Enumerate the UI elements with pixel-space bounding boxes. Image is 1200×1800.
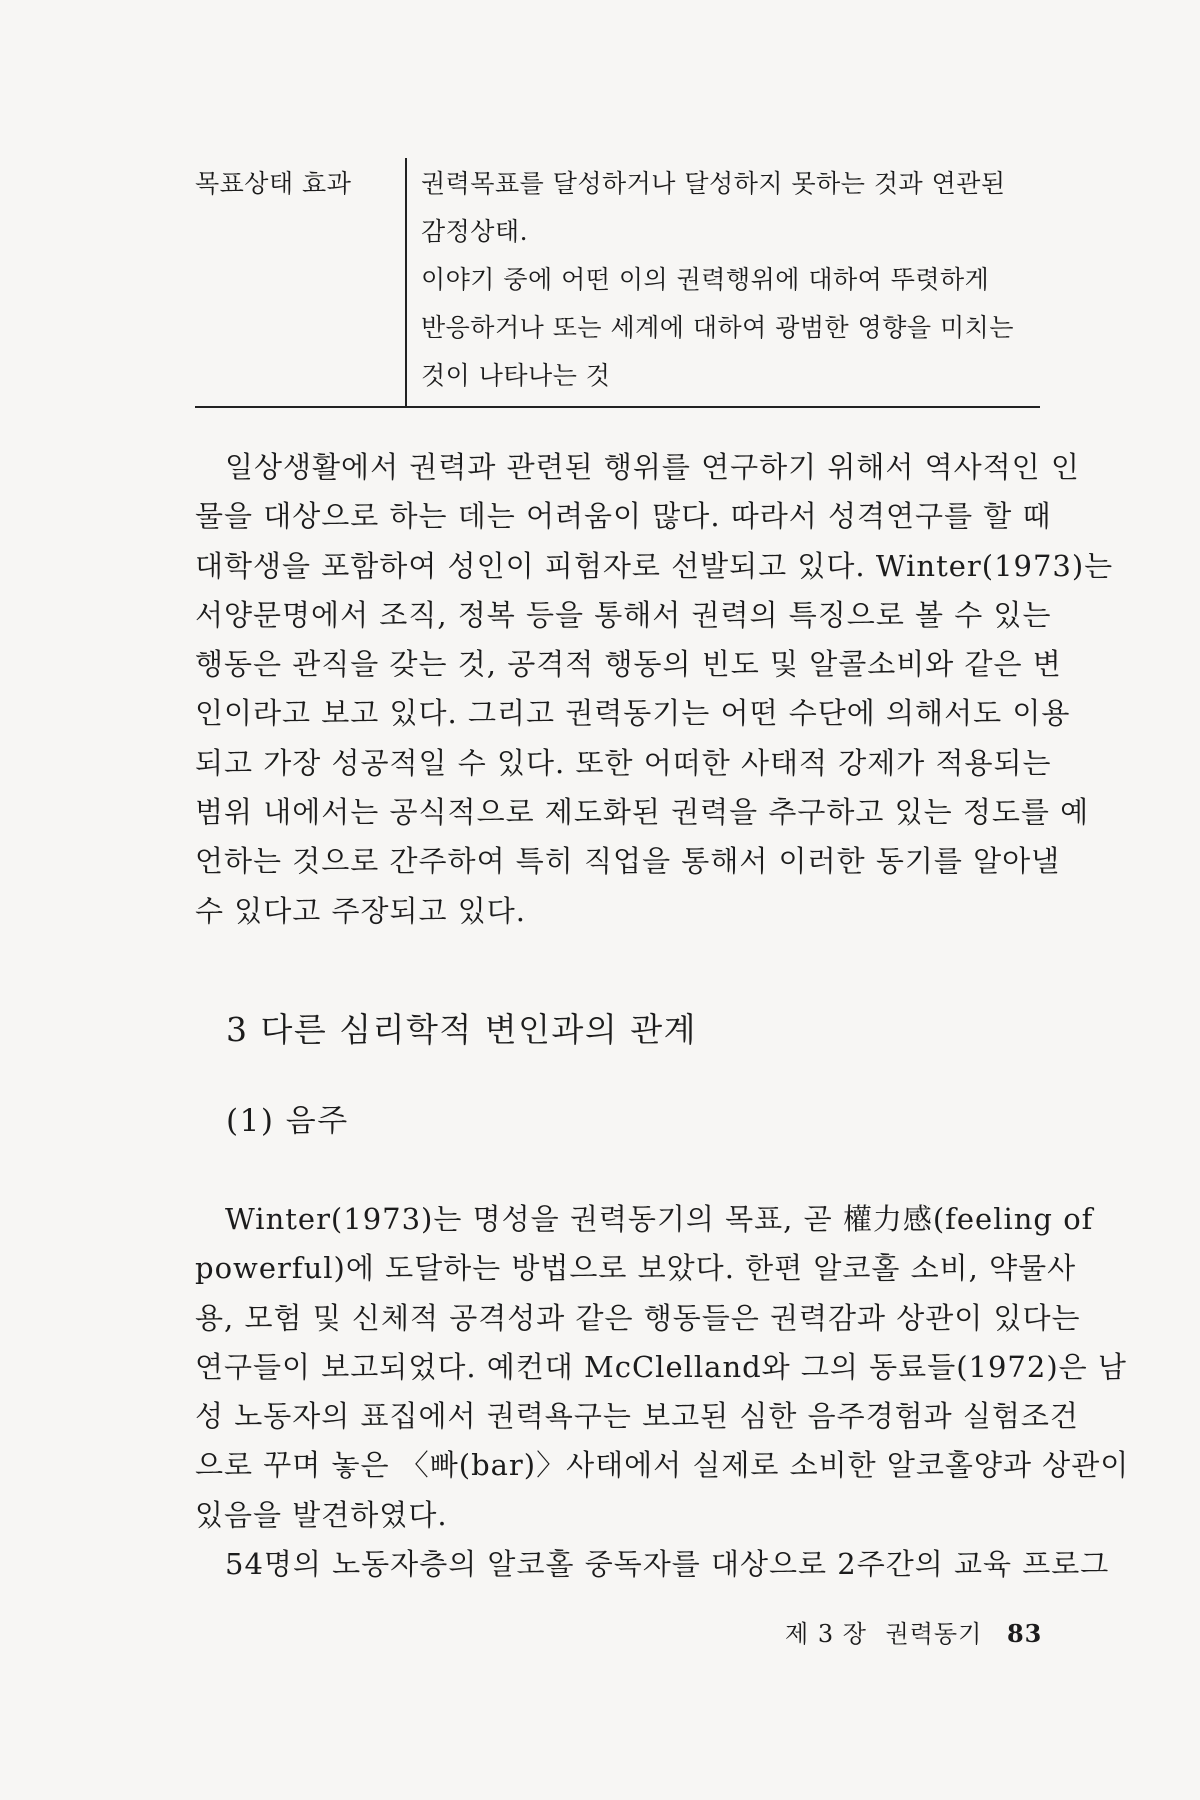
page-number: 83 xyxy=(1006,1619,1043,1648)
paragraph-line: 인이라고 보고 있다. 그리고 권력동기는 어떤 수단에 의해서도 이용 xyxy=(195,696,1071,731)
table-value-line: 반응하거나 또는 세계에 대하여 광범한 영향을 미치는 xyxy=(421,313,1014,342)
paragraph-alcoholics xyxy=(195,1540,1110,1589)
table-row xyxy=(195,158,1040,408)
footer-chapter: 제 3 장 xyxy=(785,1620,867,1648)
paragraph-line: 용, 모험 및 신체적 공격성과 같은 행동들은 권력감과 상관이 있다는 xyxy=(195,1300,1081,1335)
paragraph-line: 대학생을 포함하여 성인이 피험자로 선발되고 있다. Winter(1973)는 xyxy=(195,548,1114,583)
table-value-cell xyxy=(405,158,1040,406)
table-value-line: 권력목표를 달성하거나 달성하지 못하는 것과 연관된 xyxy=(421,169,1006,198)
paragraph-line: 범위 내에서는 공식적으로 제도화된 권력을 추구하고 있는 정도를 예 xyxy=(195,795,1090,830)
paragraph-line: 54명의 노동자층의 알코홀 중독자를 대상으로 2주간의 교육 프로그 xyxy=(225,1547,1110,1581)
table-key-cell: 목표상태 효과 xyxy=(195,169,352,198)
paragraph-line: 물을 대상으로 하는 데는 어려움이 많다. 따라서 성격연구를 할 때 xyxy=(195,499,1052,534)
paragraph-daily-life xyxy=(195,443,1114,936)
sub-heading: (1) 음주 xyxy=(226,1103,349,1139)
definition-table xyxy=(195,158,1040,408)
footer-title: 권력동기 xyxy=(885,1620,983,1648)
table-value-line: 이야기 중에 어떤 이의 권력행위에 대하여 뚜렷하게 xyxy=(421,265,990,294)
paragraph-line: 행동은 관직을 갖는 것, 공격적 행동의 빈도 및 알콜소비와 같은 변 xyxy=(195,647,1062,682)
section-heading: 3 다른 심리학적 변인과의 관계 xyxy=(226,1010,697,1049)
paragraph-line: 성 노동자의 표집에서 권력욕구는 보고된 심한 음주경험과 실험조건 xyxy=(195,1399,1079,1434)
table-value-line: 감정상태. xyxy=(421,217,529,246)
table-value-line: 것이 나타나는 것 xyxy=(421,361,611,390)
paragraph-drinking xyxy=(195,1195,1130,1540)
paragraph-line: 언하는 것으로 간주하여 특히 직업을 통해서 이러한 동기를 알아낼 xyxy=(195,844,1061,879)
paragraph-line: 되고 가장 성공적일 수 있다. 또한 어떠한 사태적 강제가 적용되는 xyxy=(195,745,1052,780)
paragraph-line: 서양문명에서 조직, 정복 등을 통해서 권력의 특징으로 볼 수 있는 xyxy=(195,597,1052,632)
paragraph-line: 연구들이 보고되었다. 예컨대 McClelland와 그의 동료들(1972)은 남 xyxy=(195,1349,1127,1384)
paragraph-line: 일상생활에서 권력과 관련된 행위를 연구하기 위해서 역사적인 인 xyxy=(225,450,1080,484)
paragraph-line: 수 있다고 주장되고 있다. xyxy=(195,893,527,928)
page-footer xyxy=(785,1614,1052,1649)
paragraph-line: 있음을 발견하였다. xyxy=(195,1497,448,1532)
paragraph-line: Winter(1973)는 명성을 권력동기의 목표, 곧 權力感(feeling of xyxy=(225,1202,1094,1236)
paragraph-line: 으로 꾸며 놓은 〈빠(bar)〉사태에서 실제로 소비한 알코홀양과 상관이 xyxy=(195,1448,1130,1483)
paragraph-line: powerful)에 도달하는 방법으로 보았다. 한편 알코홀 소비, 약물사 xyxy=(195,1251,1077,1286)
